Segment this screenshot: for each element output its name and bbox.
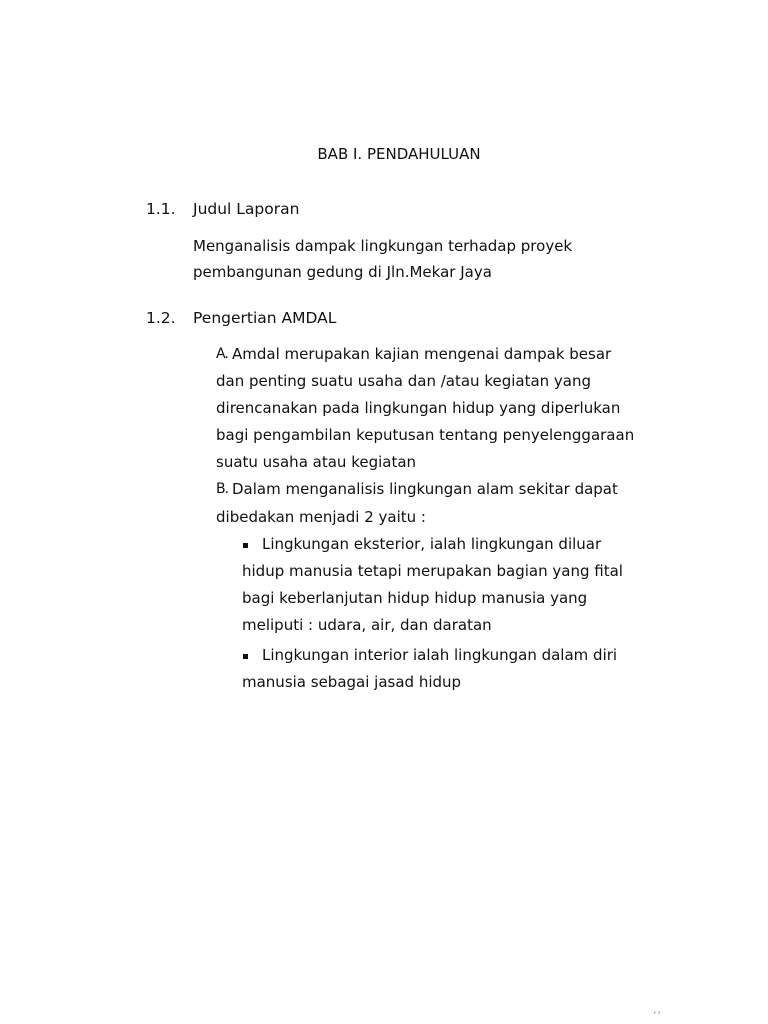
point-a-line-4: bagi pengambilan keputusan tentang penyelenggaraan [216, 426, 635, 444]
point-a-marker: A. [216, 346, 228, 362]
bullet-2-line-1: Lingkungan interior ialah lingkungan dalam diri [262, 646, 618, 664]
point-b-line-1: Dalam menganalisis lingkungan alam sekitar dapat [232, 480, 618, 498]
bullet-square-icon [243, 543, 248, 548]
section-number-1-1: 1.1. [146, 200, 176, 218]
point-a-line-1: Amdal merupakan kajian mengenai dampak besar [232, 345, 612, 363]
section-number-1-2: 1.2. [146, 309, 176, 327]
section-title-pengertian-amdal: Pengertian AMDAL [193, 309, 337, 327]
bullet-square-icon [243, 654, 248, 659]
section-title-judul-laporan: Judul Laporan [193, 200, 300, 218]
bullet-1-line-3: bagi keberlanjutan hidup hidup manusia yang [242, 589, 588, 607]
point-a-line-3: direncanakan pada lingkungan hidup yang diperlukan [216, 399, 621, 417]
point-b-line-2: dibedakan menjadi 2 yaitu : [216, 508, 426, 526]
bullet-1-line-4: meliputi : udara, air, dan daratan [242, 616, 492, 634]
bullet-1-line-2: hidup manusia tetapi merupakan bagian yang fital [242, 562, 623, 580]
point-b-marker: B. [216, 481, 229, 497]
judul-line-2: pembangunan gedung di Jln.Mekar Jaya [193, 263, 492, 281]
point-a-line-5: suatu usaha atau kegiatan [216, 453, 417, 471]
chapter-title: BAB I. PENDAHULUAN [317, 145, 481, 163]
bullet-2-line-2: manusia sebagai jasad hidup [242, 673, 462, 691]
point-a-line-2: dan penting suatu usaha dan /atau kegiatan yang [216, 372, 592, 390]
bullet-1-line-1: Lingkungan eksterior, ialah lingkungan diluar [262, 535, 602, 553]
judul-line-1: Menganalisis dampak lingkungan terhadap proyek [193, 237, 573, 255]
page-mark: ´´ [652, 1012, 661, 1022]
